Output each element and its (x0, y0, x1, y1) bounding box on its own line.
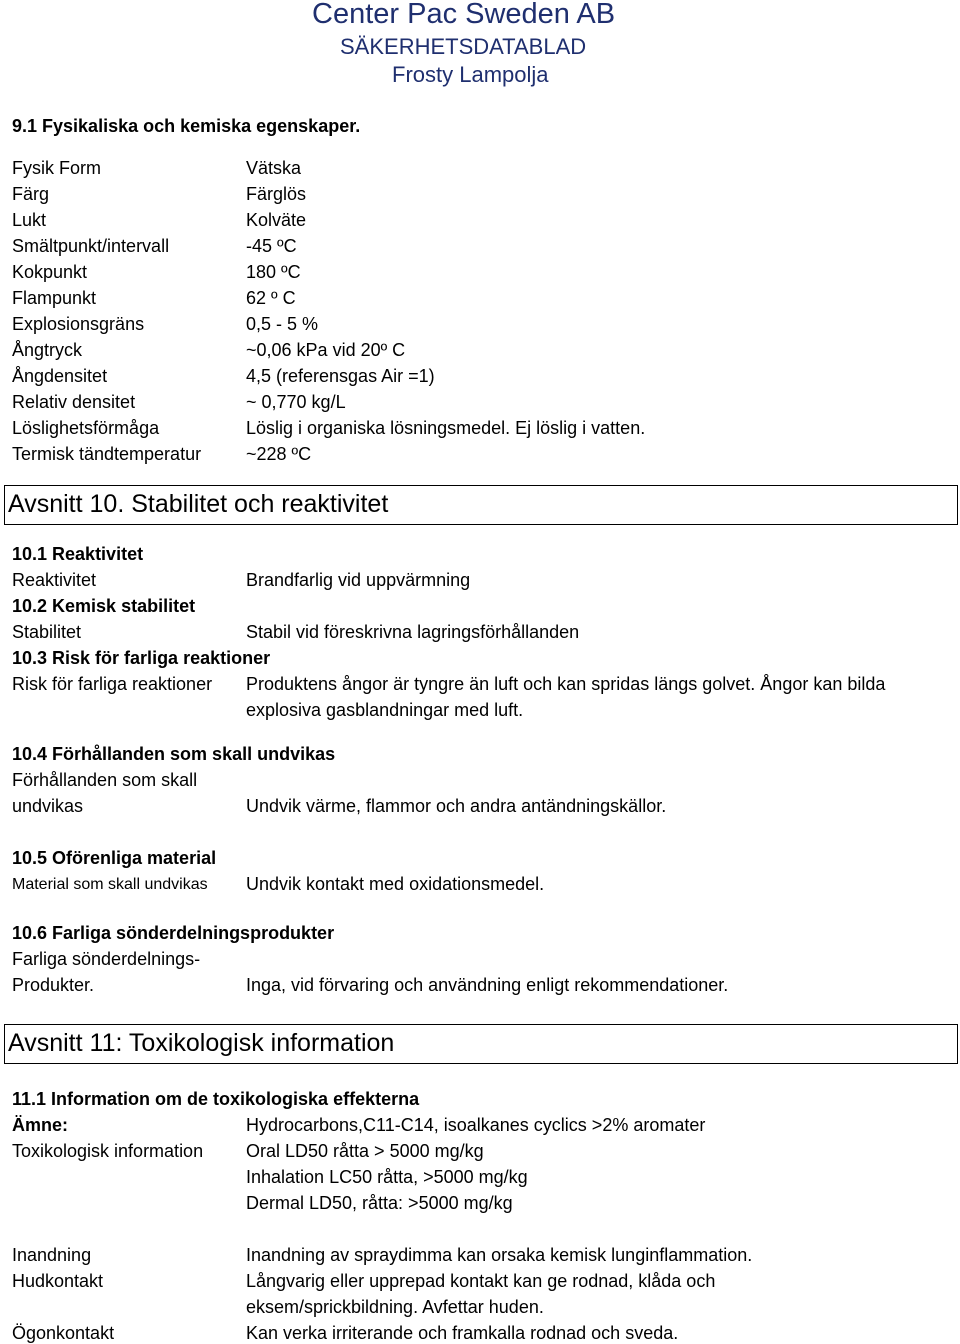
section-10-title: Avsnitt 10. Stabilitet och reaktivitet (8, 490, 389, 518)
oral-ld50: Oral LD50 råtta > 5000 mg/kg (246, 1141, 484, 1161)
property-value: 180 ºC (246, 262, 301, 282)
property-label: Relativ densitet (12, 392, 136, 412)
conditions-avoid-label-line2: undvikas (12, 796, 84, 816)
decomposition-value: Inga, vid förvaring och användning enligt rekommendationer. (246, 975, 729, 995)
section-9-1-heading: 9.1 Fysikaliska och kemiska egenskaper. (12, 116, 361, 136)
section-10-5-heading: 10.5 Oförenliga material (12, 848, 217, 868)
property-label: Flampunkt (12, 288, 97, 308)
skin-contact-value-line1: Långvarig eller upprepad kontakt kan ge rodnad, klåda och (246, 1271, 716, 1291)
property-value: ~ 0,770 kg/L (246, 392, 346, 412)
section-11-title: Avsnitt 11: Toxikologisk information (8, 1029, 395, 1057)
inhalation-label: Inandning (12, 1245, 92, 1265)
property-label: Termisk tändtemperatur (12, 444, 202, 464)
document-type: SÄKERHETSDATABLAD (340, 34, 587, 59)
section-11-1-heading: 11.1 Information om de toxikologiska effekterna (12, 1089, 420, 1109)
decomposition-label-line2: Produkter. (12, 975, 95, 995)
property-label: Ångdensitet (12, 366, 108, 386)
property-label: Smältpunkt/intervall (12, 236, 170, 256)
property-value: Löslig i organiska lösningsmedel. Ej löslig i vatten. (246, 418, 646, 438)
property-label: Ångtryck (12, 340, 83, 360)
property-value: ~228 ºC (246, 444, 312, 464)
property-value: ~0,06 kPa vid 20º C (246, 340, 406, 360)
substance-label: Ämne: (12, 1115, 69, 1135)
skin-contact-value-line2: eksem/sprickbildning. Avfettar huden. (246, 1297, 544, 1317)
property-label: Löslighetsförmåga (12, 418, 160, 438)
skin-contact-label: Hudkontakt (12, 1271, 104, 1291)
property-value: 0,5 - 5 % (246, 314, 319, 334)
property-value: Vätska (246, 158, 302, 178)
conditions-avoid-value: Undvik värme, flammor och andra antändningskällor. (246, 796, 667, 816)
reactivity-label: Reaktivitet (12, 570, 97, 590)
stability-label: Stabilitet (12, 622, 82, 642)
company-name: Center Pac Sweden AB (312, 0, 616, 30)
property-label: Kokpunkt (12, 262, 88, 282)
property-value: Kolväte (246, 210, 307, 230)
stability-value: Stabil vid föreskrivna lagringsförhållanden (246, 622, 580, 642)
hazardous-reactions-value-line1: Produktens ångor är tyngre än luft och kan spridas längs golvet. Ångor kan bilda (246, 674, 886, 694)
conditions-avoid-label-line1: Förhållanden som skall (12, 770, 198, 790)
section-10-3-heading: 10.3 Risk för farliga reaktioner (12, 648, 271, 668)
property-label: Fysik Form (12, 158, 101, 178)
dermal-ld50: Dermal LD50, råtta: >5000 mg/kg (246, 1193, 513, 1213)
toxicological-info-label: Toxikologisk information (12, 1141, 204, 1161)
section-10-2-heading: 10.2 Kemisk stabilitet (12, 596, 196, 616)
substance-value: Hydrocarbons,C11-C14, isoalkanes cyclics >2% aromater (246, 1115, 706, 1135)
inhalation-value: Inandning av spraydimma kan orsaka kemisk lunginflammation. (246, 1245, 753, 1265)
property-value: 4,5 (referensgas Air =1) (246, 366, 435, 386)
section-10-4-heading: 10.4 Förhållanden som skall undvikas (12, 744, 336, 764)
property-value: Färglös (246, 184, 307, 204)
eye-contact-value: Kan verka irriterande och framkalla rodnad och sveda. (246, 1323, 679, 1343)
property-value: -45 ºC (246, 236, 297, 256)
hazardous-reactions-value-line2: explosiva gasblandningar med luft. (246, 700, 524, 720)
incompatible-materials-label: Material som skall undvikas (12, 876, 208, 893)
eye-contact-label: Ögonkontakt (12, 1323, 115, 1343)
section-10-6-heading: 10.6 Farliga sönderdelningsprodukter (12, 923, 335, 943)
property-label: Explosionsgräns (12, 314, 145, 334)
section-10-1-heading: 10.1 Reaktivitet (12, 544, 144, 564)
hazardous-reactions-label: Risk för farliga reaktioner (12, 674, 213, 694)
property-label: Färg (12, 184, 50, 204)
property-value: 62 º C (246, 288, 296, 308)
product-name: Frosty Lampolja (392, 62, 549, 87)
incompatible-materials-value: Undvik kontakt med oxidationsmedel. (246, 874, 545, 894)
reactivity-value: Brandfarlig vid uppvärmning (246, 570, 471, 590)
decomposition-label-line1: Farliga sönderdelnings- (12, 949, 201, 969)
property-label: Lukt (12, 210, 47, 230)
inhalation-lc50: Inhalation LC50 råtta, >5000 mg/kg (246, 1167, 528, 1187)
